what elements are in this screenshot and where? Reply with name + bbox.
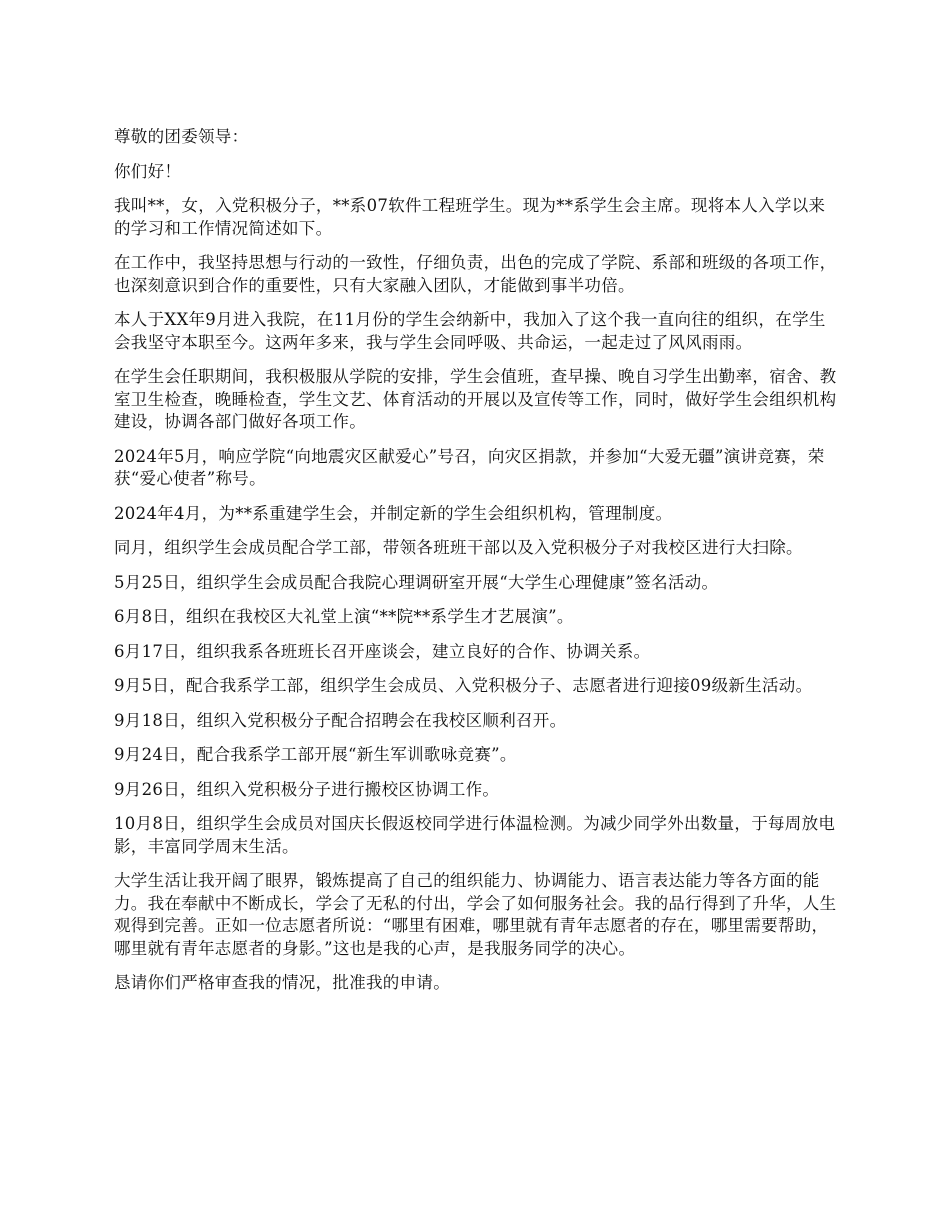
paragraph: 本人于XX年9月进入我院，在11月份的学生会纳新中，我加入了这个我一直向往的组织，在学生会我坚守本职至今。这两年多来，我与学生会同呼吸、共命运，一起走过了风风雨雨。	[114, 310, 826, 352]
paragraph: 5月25日，组织学生会成员配合我院心理调研室开展“大学生心理健康”签名活动。	[114, 572, 719, 592]
paragraph: 6月17日，组织我系各班班长召开座谈会，建立良好的合作、协调关系。	[114, 641, 651, 661]
paragraph: 9月5日，配合我系学工部，组织学生会成员、入党积极分子、志愿者进行迎接09级新生活动。	[114, 676, 813, 695]
document-body	[114, 126, 840, 1007]
paragraph: 9月26日，组织入党积极分子进行搬校区协调工作。	[114, 779, 500, 799]
paragraph: 10月8日，组织学生会成员对国庆长假返校同学进行体温检测。为减少同学外出数量，于每周放电影，丰富同学周末生活。	[114, 814, 836, 856]
paragraph: 9月18日，组织入党积极分子配合招聘会在我校区顺利召开。	[114, 710, 567, 730]
paragraph: 同月，组织学生会成员配合学工部，带领各班班干部以及入党积极分子对我校区进行大扫除。	[114, 538, 803, 557]
paragraph: 2024年4月，为**系重建学生会，并制定新的学生会组织机构，管理制度。	[114, 503, 673, 523]
salutation: 尊敬的团委领导：	[114, 127, 249, 146]
greeting: 你们好！	[114, 161, 182, 181]
closing: 恳请你们严格审查我的情况，批准我的申请。	[114, 973, 450, 992]
paragraph: 6月8日，组织在我校区大礼堂上演“**院**系学生才艺展演”。	[114, 607, 574, 626]
paragraph: 2024年5月，响应学院“向地震灾区献爱心”号召，向灾区捐款，并参加“大爱无疆”演讲竞赛，荣获“爱心使者”称号。	[114, 446, 825, 488]
paragraph: 我叫**，女，入党积极分子，**系07软件工程班学生。现为**系学生会主席。现将本人入学以来的学习和工作情况简述如下。	[114, 196, 826, 238]
paragraph: 在工作中，我坚持思想与行动的一致性，仔细负责，出色的完成了学院、系部和班级的各项工作，也深刻意识到合作的重要性，只有大家融入团队，才能做到事半功倍。	[114, 253, 837, 295]
paragraph: 9月24日，配合我系学工部开展“新生军训歌咏竞赛”。	[114, 745, 517, 764]
paragraph: 大学生活让我开阔了眼界，锻炼提高了自己的组织能力、协调能力、语言表达能力等各方面的能力。我在奉献中不断成长，学会了无私的付出，学会了如何服务社会。我的品行得到了升华，人生观得到完善。正如一位志愿者所说：“哪里有困难，哪里就有青年志愿者的存在，哪里需要帮助，哪里就有青年志愿者的身影。”这也是我的心声，是我服务同学的决心。	[114, 871, 837, 958]
paragraph: 在学生会任职期间，我积极服从学院的安排，学生会值班，查早操、晚自习学生出勤率，宿舍、教室卫生检查，晚睡检查，学生文艺、体育活动的开展以及宣传等工作，同时，做好学生会组织机构建设，协调各部门做好各项工作。	[114, 367, 837, 431]
